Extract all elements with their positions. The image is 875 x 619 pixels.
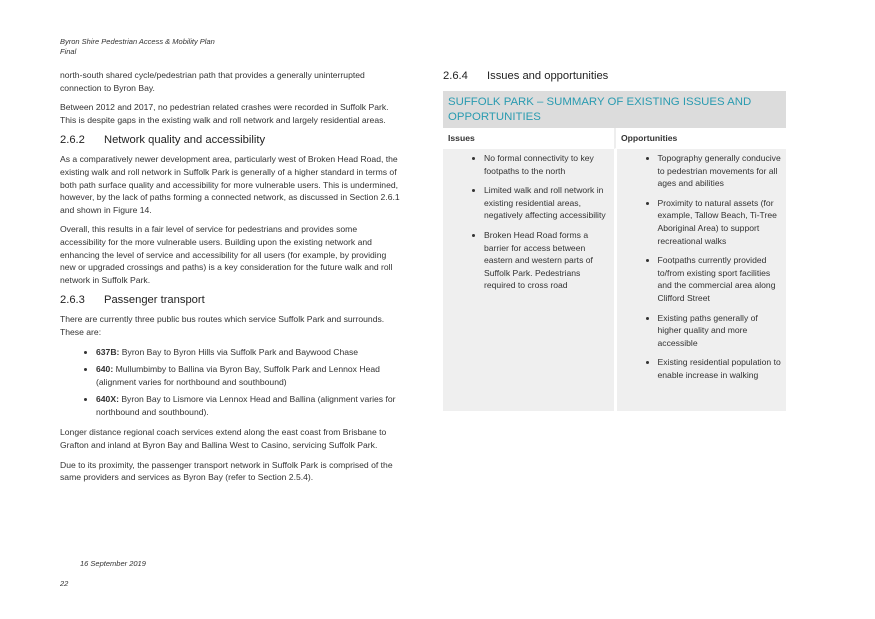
list-item (96, 363, 400, 388)
page-number: 22 (60, 579, 69, 588)
section-title: Passenger transport (104, 294, 205, 307)
list-item: • Limited walk and roll network in existing residential areas, negatively affecting accessibility (484, 184, 609, 222)
list-item: • Broken Head Road forms a barrier for access between eastern and western parts of Suffolk Park. Pedestrians required to cross road (484, 229, 609, 292)
column-header-issues: Issues (443, 128, 614, 149)
section-title: Network quality and accessibility (104, 134, 266, 147)
header-status: Final (60, 47, 77, 56)
list-item: • No formal connectivity to key footpaths to the north (484, 152, 609, 177)
section-title: Issues and opportunities (487, 70, 609, 82)
section-heading-2-6-4 (443, 69, 786, 84)
opportunities-cell (617, 149, 787, 411)
footer-date: 16 September 2019 (80, 559, 146, 568)
list-item: • Existing paths generally of higher quality and more accessible (658, 312, 782, 350)
paragraph: north-south shared cycle/pedestrian path that provides a generally uninterrupted connection to Byron Bay. (60, 70, 365, 93)
table-body (443, 149, 786, 411)
route-description: Mullumbimby to Ballina via Byron Bay, Suffolk Park and Lennox Head (alignment varies for northbound and southbound) (96, 364, 380, 387)
list-item (96, 346, 400, 359)
document-header (60, 37, 215, 57)
section-number: 2.6.2 (60, 134, 85, 147)
section-heading-2-6-2 (60, 133, 400, 147)
paragraph: Due to its proximity, the passenger transport network in Suffolk Park is comprised of the same providers and services as Byron Bay (refer to Section 2.5.4). (60, 459, 393, 483)
route-code: 640: (96, 364, 114, 375)
issues-opportunities-table (443, 91, 786, 411)
paragraph: As a comparatively newer development area, particularly west of Broken Head Road, the existing walk and roll network in Suffolk Park is generally of a higher standard in terms of both path surface quality and accessibility for more vulnerable users. This is undermined, however, by the lack of paths forming a connected network, as discussed in Section 2.6.1 and shown in Figure 14. (60, 154, 400, 215)
list-item: • Footpaths currently provided to/from existing sport facilities and the commercial area along Clifford Street (658, 254, 782, 304)
paragraph: There are currently three public bus routes which service Suffolk Park and surrounds. These are: (60, 314, 385, 337)
list-item: • Existing residential population to enable increase in walking (658, 356, 782, 381)
list-item (96, 393, 400, 418)
column-header-opportunities: Opportunities (614, 128, 786, 149)
opportunities-list (622, 152, 782, 382)
route-description: Byron Bay to Lismore via Lennox Head and Ballina (alignment varies for northbound and southbound). (96, 394, 396, 417)
route-code: 637B: (96, 346, 120, 357)
table-header-row (443, 128, 786, 149)
bus-route-list (60, 346, 400, 419)
table-title: SUFFOLK PARK – SUMMARY OF EXISTING ISSUES AND OPPORTUNITIES (443, 91, 786, 128)
section-number: 2.6.4 (443, 70, 468, 82)
paragraph: Overall, this results in a fair level of service for pedestrians and provides some accessibility for the more vulnerable users. Building upon the existing network and enhancing the level of service and accessibility for all users (for example, by providing new or upgraded crossings and paths) is a key consideration for the future walk and roll network in Suffolk Park. (60, 224, 393, 285)
paragraph: Between 2012 and 2017, no pedestrian related crashes were recorded in Suffolk Park. This is despite gaps in the existing walk and roll network and largely residential areas. (60, 102, 389, 125)
list-item: • Topography generally conducive to pedestrian movements for all ages and abilities (658, 152, 782, 190)
route-description: Byron Bay to Byron Hills via Suffolk Park and Baywood Chase (119, 346, 359, 357)
list-item: • Proximity to natural assets (for example, Tallow Beach, Ti-Tree Aboriginal Area) to support recreational walks (658, 197, 782, 247)
left-column (60, 69, 400, 491)
section-heading-2-6-3 (60, 293, 400, 307)
right-column (443, 69, 786, 411)
issues-cell (443, 149, 614, 411)
section-number: 2.6.3 (60, 294, 85, 307)
paragraph: Longer distance regional coach services extend along the east coast from Brisbane to Grafton and inland at Byron Bay and Ballina West to Casino, servicing Suffolk Park. (60, 427, 387, 451)
route-code: 640X: (96, 394, 119, 405)
issues-list (448, 152, 609, 292)
header-title: Byron Shire Pedestrian Access & Mobility Plan (60, 37, 215, 46)
